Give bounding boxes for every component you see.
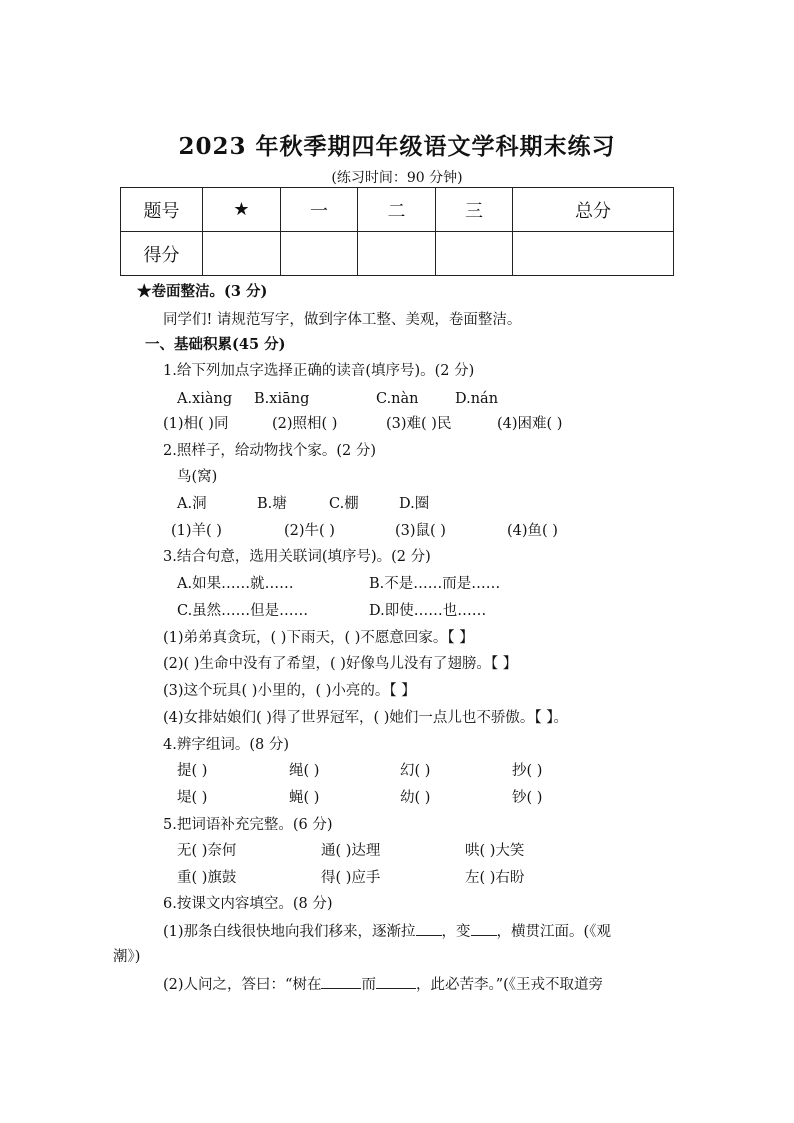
score-cell[interactable]: [436, 232, 513, 276]
q4-item[interactable]: 绳( ): [289, 763, 320, 779]
q6-item-2-text: ，此必苦李。”(《王戎不取道旁: [415, 977, 604, 993]
section-1-heading: 一、基础积累(45 分): [145, 336, 286, 353]
q6-item-1-text: ，横贯江面。(《观: [496, 924, 611, 940]
q4-item[interactable]: 抄( ): [512, 763, 543, 779]
q3-item[interactable]: (3)这个玩具( )小里的，( )小亮的。【 】: [163, 683, 416, 699]
score-header-cell: 二: [358, 188, 436, 232]
q4-item[interactable]: 幻( ): [400, 763, 431, 779]
page-title: 2023 年秋季期四年级语文学科期末练习: [178, 133, 616, 160]
score-cell[interactable]: [358, 232, 436, 276]
score-row-label: 得分: [121, 232, 203, 276]
blank-line[interactable]: [376, 974, 416, 989]
q6-item-1-text: ，变: [441, 924, 471, 940]
q5-item[interactable]: 重( )旗鼓: [177, 870, 237, 886]
q1-option: B.xiāng: [254, 391, 310, 407]
q1-option: C.nàn: [376, 391, 419, 407]
blank-line[interactable]: [416, 921, 442, 936]
score-header-cell: 一: [281, 188, 358, 232]
q3-option: C.虽然……但是……: [177, 603, 309, 619]
q4-item[interactable]: 堤( ): [177, 790, 208, 806]
q5-item[interactable]: 左( )右盼: [465, 870, 525, 886]
q6-item-2-text: 而: [361, 977, 376, 993]
q2-example: 鸟(窝): [177, 469, 218, 485]
q6-item-1: [163, 921, 611, 942]
q5-item[interactable]: 得( )应手: [321, 870, 381, 886]
q2-option: A.洞: [177, 496, 207, 512]
score-table-score-row: [121, 232, 674, 276]
q4-item[interactable]: 提( ): [177, 763, 208, 779]
q2-option: B.塘: [257, 496, 287, 512]
q6-item-1-continued: 潮》): [113, 949, 141, 965]
q3-item[interactable]: (4)女排姑娘们( )得了世界冠军，( )她们一点儿也不骄傲。【 】。: [163, 710, 568, 726]
q1-item[interactable]: (3)难( )民: [386, 416, 452, 432]
score-cell[interactable]: [281, 232, 358, 276]
score-header-cell: 三: [436, 188, 513, 232]
q1-item[interactable]: (4)困难( ): [497, 416, 563, 432]
q1-option: D.nán: [455, 391, 499, 407]
q2-item[interactable]: (1)羊( ): [171, 523, 222, 539]
q2-item[interactable]: (2)牛( ): [284, 523, 335, 539]
score-table: [120, 187, 674, 276]
q6-item-2: [163, 974, 603, 995]
q3-item[interactable]: (2)( )生命中没有了希望，( )好像鸟儿没有了翅膀。【 】: [163, 656, 518, 672]
q4-stem: 4.辨字组词。(8 分): [163, 737, 289, 753]
score-cell[interactable]: [513, 232, 674, 276]
q3-option: D.即使……也……: [369, 603, 487, 619]
score-table-header-row: [121, 188, 674, 232]
q1-item[interactable]: (2)照相( ): [272, 416, 338, 432]
q5-item[interactable]: 哄( )大笑: [465, 843, 525, 859]
exam-duration: (练习时间：90 分钟): [331, 170, 463, 186]
q4-item[interactable]: 幼( ): [400, 790, 431, 806]
q3-stem: 3.结合句意，选用关联词(填序号)。(2 分): [163, 549, 431, 565]
star-section-heading: ★卷面整洁。(3 分): [137, 283, 268, 300]
score-header-cell: 总分: [513, 188, 674, 232]
q4-item[interactable]: 钞( ): [512, 790, 543, 806]
score-header-cell: ★: [203, 188, 281, 232]
q5-item[interactable]: 无( )奈何: [177, 843, 237, 859]
q3-option: A.如果……就……: [177, 576, 294, 592]
q1-option: A.xiàng: [177, 391, 233, 407]
q2-item[interactable]: (4)鱼( ): [507, 523, 558, 539]
q6-item-1-text: (1)那条白线很快地向我们移来，逐渐拉: [163, 924, 416, 940]
q2-stem: 2.照样子，给动物找个家。(2 分): [163, 443, 376, 459]
star-section-text: 同学们! 请规范写字，做到字体工整、美观，卷面整洁。: [163, 312, 522, 328]
q2-item[interactable]: (3)鼠( ): [395, 523, 446, 539]
q1-item[interactable]: (1)相( )同: [163, 416, 229, 432]
q2-option: D.圈: [399, 496, 430, 512]
q6-item-2-text: (2)人问之，答曰：“树在: [163, 977, 322, 993]
q2-option: C.棚: [329, 496, 359, 512]
blank-line[interactable]: [321, 974, 361, 989]
q4-item[interactable]: 蝇( ): [289, 790, 320, 806]
q6-stem: 6.按课文内容填空。(8 分): [163, 896, 333, 912]
q5-stem: 5.把词语补充完整。(6 分): [163, 817, 333, 833]
q3-item[interactable]: (1)弟弟真贪玩，( )下雨天，( )不愿意回家。【 】: [163, 630, 474, 646]
blank-line[interactable]: [471, 921, 497, 936]
q1-stem: 1.给下列加点字选择正确的读音(填序号)。(2 分): [163, 363, 475, 379]
q5-item[interactable]: 通( )达理: [321, 843, 381, 859]
score-cell[interactable]: [203, 232, 281, 276]
score-header-cell: 题号: [121, 188, 203, 232]
q3-option: B.不是……而是……: [369, 576, 501, 592]
